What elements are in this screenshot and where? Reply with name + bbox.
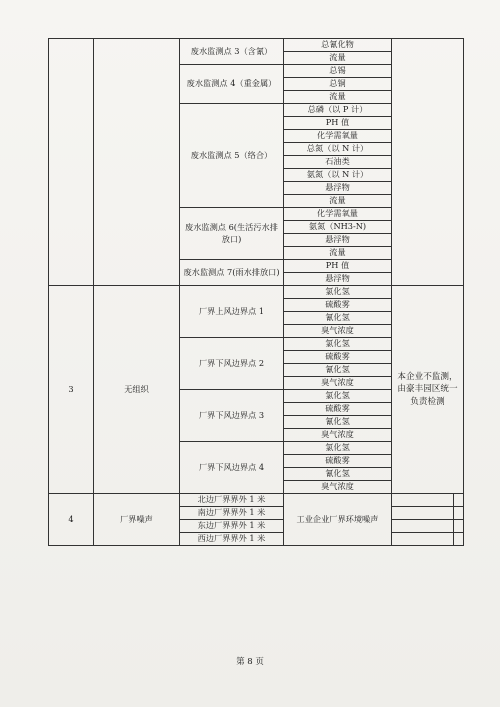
category-cell — [94, 39, 180, 286]
parameter-cell: 总磷（以 P 计） — [284, 104, 392, 117]
parameter-cell: 总氰化物 — [284, 39, 392, 52]
monitoring-point-cell: 废水监测点 3（含氰） — [180, 39, 284, 65]
monitoring-point-cell: 废水监测点 6(生活污水排放口) — [180, 208, 284, 260]
parameter-cell: 化学需氧量 — [284, 208, 392, 221]
monitoring-point-cell: 厂界上风边界点 1 — [180, 286, 284, 338]
parameter-cell: 氰化氢 — [284, 364, 392, 377]
parameter-cell: 流量 — [284, 247, 392, 260]
monitoring-table-body — [49, 39, 464, 546]
parameter-cell: 氰化氢 — [284, 416, 392, 429]
parameter-cell: 硫酸雾 — [284, 299, 392, 312]
parameter-cell: 总锡 — [284, 65, 392, 78]
parameter-cell: 硫酸雾 — [284, 455, 392, 468]
parameter-cell: 硫酸雾 — [284, 403, 392, 416]
monitoring-point-cell: 废水监测点 4（重金属） — [180, 65, 284, 104]
category-cell: 无组织 — [94, 286, 180, 494]
parameter-cell: 臭气浓度 — [284, 481, 392, 494]
extra-cell — [454, 520, 464, 533]
category-cell: 厂界噪声 — [94, 494, 180, 546]
parameter-cell: 流量 — [284, 52, 392, 65]
extra-cell — [454, 507, 464, 520]
page-number: 第 8 页 — [236, 657, 264, 667]
remark-cell — [392, 520, 454, 533]
monitoring-table — [48, 38, 464, 546]
no-cell — [49, 39, 94, 286]
parameter-cell: 氨氮（以 N 计） — [284, 169, 392, 182]
parameter-cell: 氨氮（NH3-N) — [284, 221, 392, 234]
monitoring-point-cell: 东边厂界界外 1 米 — [180, 520, 284, 533]
parameter-cell: 氰化氢 — [284, 312, 392, 325]
parameter-cell: PH 值 — [284, 117, 392, 130]
remark-cell — [392, 39, 464, 286]
extra-cell — [454, 494, 464, 507]
parameter-cell: 悬浮物 — [284, 182, 392, 195]
monitoring-point-cell: 厂界下风边界点 2 — [180, 338, 284, 390]
parameter-cell: 总铜 — [284, 78, 392, 91]
parameter-cell: 工业企业厂界环境噪声 — [284, 494, 392, 546]
monitoring-point-cell: 西边厂界界外 1 米 — [180, 533, 284, 546]
no-cell: 3 — [49, 286, 94, 494]
parameter-cell: PH 值 — [284, 260, 392, 273]
table-row — [49, 494, 464, 507]
parameter-cell: 总氮（以 N 计） — [284, 143, 392, 156]
parameter-cell: 臭气浓度 — [284, 429, 392, 442]
parameter-cell: 氯化氢 — [284, 442, 392, 455]
parameter-cell: 氯化氢 — [284, 286, 392, 299]
remark-cell — [392, 507, 454, 520]
monitoring-point-cell: 南边厂界界外 1 米 — [180, 507, 284, 520]
table-row — [49, 39, 464, 52]
parameter-cell: 臭气浓度 — [284, 377, 392, 390]
remark-cell: 本企业不监测，由豪丰园区统一负责检测 — [392, 286, 464, 494]
parameter-cell: 氰化氢 — [284, 468, 392, 481]
parameter-cell: 悬浮物 — [284, 273, 392, 286]
monitoring-point-cell: 废水监测点 5（络合） — [180, 104, 284, 208]
parameter-cell: 悬浮物 — [284, 234, 392, 247]
remark-cell — [392, 494, 454, 507]
monitoring-point-cell: 北边厂界界外 1 米 — [180, 494, 284, 507]
monitoring-point-cell: 厂界下风边界点 3 — [180, 390, 284, 442]
parameter-cell: 氯化氢 — [284, 390, 392, 403]
monitoring-point-cell: 厂界下风边界点 4 — [180, 442, 284, 494]
remark-cell — [392, 533, 454, 546]
parameter-cell: 流量 — [284, 91, 392, 104]
parameter-cell: 石油类 — [284, 156, 392, 169]
parameter-cell: 流量 — [284, 195, 392, 208]
table-row — [49, 286, 464, 299]
parameter-cell: 硫酸雾 — [284, 351, 392, 364]
extra-cell — [454, 533, 464, 546]
parameter-cell: 化学需氧量 — [284, 130, 392, 143]
monitoring-point-cell: 废水监测点 7(雨水排放口) — [180, 260, 284, 286]
parameter-cell: 氯化氢 — [284, 338, 392, 351]
parameter-cell: 臭气浓度 — [284, 325, 392, 338]
no-cell: 4 — [49, 494, 94, 546]
